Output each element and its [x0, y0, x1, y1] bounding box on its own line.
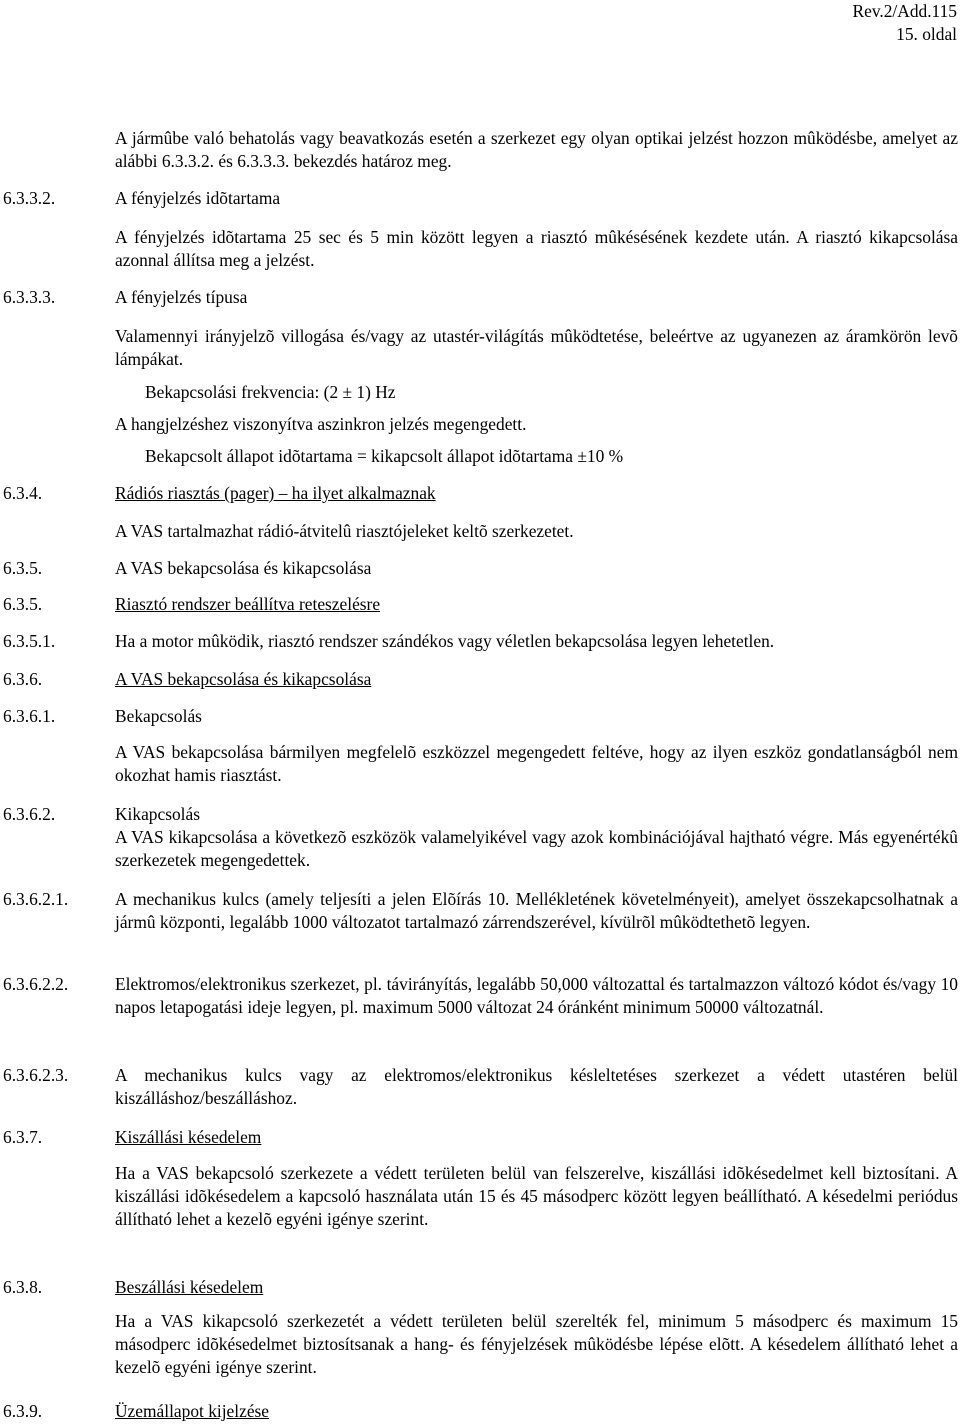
section-number: 6.3.6.2.1.	[3, 889, 69, 909]
section-body: A fényjelzés idõtartama 25 sec és 5 min között legyen a riasztó mûkésésének kezdete után. A riasztó kikapcsolása azonnal állítsa meg a jelzést.	[115, 227, 958, 270]
section-number: 6.3.3.2.	[3, 188, 56, 208]
section-title: Riasztó rendszer beállítva reteszelésre	[115, 594, 381, 614]
section-body: Valamennyi irányjelzõ villogása és/vagy az utastér-világítás mûködtetése, beleértve az ugyanezen az áramkörön levõ lámpákat.	[115, 326, 958, 369]
intro-paragraph: A jármûbe való behatolás vagy beavatkozás esetén a szerkezet egy olyan optikai jelzést hozzon mûködésbe, amelyet az alábbi 6.3.3.2. és 6.3.3.3. bekezdés határoz meg.	[115, 128, 958, 171]
section-title: Beszállási késedelem	[115, 1277, 264, 1297]
section-title: Bekapcsolás	[115, 706, 202, 726]
section-number: 6.3.5.1.	[3, 631, 56, 651]
section-title: A VAS bekapcsolása és kikapcsolása	[115, 669, 372, 689]
revision-label: Rev.2/Add.115	[852, 1, 957, 21]
section-title: Rádiós riasztás (pager) – ha ilyet alkalmaznak	[115, 483, 436, 503]
section-title: A fényjelzés típusa	[115, 287, 248, 307]
section-number: 6.3.6.2.3.	[3, 1065, 69, 1085]
async-line: A hangjelzéshez viszonyítva aszinkron jelzés megengedett.	[115, 414, 527, 434]
page-number: 15. oldal	[896, 24, 957, 44]
section-body: A mechanikus kulcs vagy az elektromos/elektronikus késleltetéses szerkezet a védett utastéren belül kiszálláshoz/beszálláshoz.	[115, 1065, 958, 1108]
section-number: 6.3.5.	[3, 558, 43, 578]
section-body: A VAS bekapcsolása bármilyen megfelelõ eszközzel megengedett feltéve, hogy az ilyen eszköz gondatlanságból nem okozhat hamis riasztást.	[115, 742, 958, 785]
section-number: 6.3.7.	[3, 1127, 43, 1147]
section-body: Ha a VAS kikapcsoló szerkezetét a védett területen belül szerelték fel, minimum 5 másodperc és maximum 15 másodperc idõkésedelmet biztosítsanak a hang- és fényjelzések mûködésbe lépése elõtt. A késedelem állítható lehet a kezelõ egyéni igénye szerint.	[115, 1311, 958, 1377]
section-title: Kiszállási késedelem	[115, 1127, 262, 1147]
section-number: 6.3.6.2.2.	[3, 974, 69, 994]
section-title: A fényjelzés idõtartama	[115, 188, 281, 208]
section-number: 6.3.5.	[3, 594, 43, 614]
section-body: A mechanikus kulcs (amely teljesíti a jelen Elõírás 10. Mellékletének követelményeit), amelyet összekapcsolhatnak a jármû központi, legalább 1000 változatot tartalmazó zárrendszerével, kívülrõl mûködtethetõ legyen.	[115, 889, 958, 932]
frequency-line: Bekapcsolási frekvencia: (2 ± 1) Hz	[145, 382, 396, 402]
section-number: 6.3.3.3.	[3, 287, 56, 307]
section-number: 6.3.9.	[3, 1401, 43, 1421]
section-body: A VAS tartalmazhat rádió-átvitelû riasztójeleket keltõ szerkezetet.	[115, 521, 574, 541]
page-header	[853, 0, 958, 46]
section-body: Ha a VAS bekapcsoló szerkezete a védett területen belül van felszerelve, kiszállási idõkésedelmet kell biztosítani. A kiszállási idõkésedelem a kapcsoló használata után 15 és 45 másodperc között legyen beállítható. A késedelmi periódus állítható lehet a kezelõ egyéni igénye szerint.	[115, 1163, 958, 1229]
section-body: Ha a motor mûködik, riasztó rendszer szándékos vagy véletlen bekapcsolása legyen lehetetlen.	[115, 631, 775, 651]
section-body: A VAS kikapcsolása a következõ eszközök valamelyikével vagy azok kombinációjával hajtható végre. Más egyenértékû szerkezetek megengedettek.	[115, 827, 958, 870]
section-number: 6.3.6.	[3, 669, 43, 689]
section-number: 6.3.6.2.	[3, 804, 56, 824]
section-number: 6.3.6.1.	[3, 706, 56, 726]
section-number: 6.3.4.	[3, 483, 43, 503]
section-title: Üzemállapot kijelzése	[115, 1401, 270, 1421]
section-title: Kikapcsolás	[115, 804, 201, 824]
section-title: A VAS bekapcsolása és kikapcsolása	[115, 558, 372, 578]
section-number: 6.3.8.	[3, 1277, 43, 1297]
duty-cycle-line: Bekapcsolt állapot idõtartama = kikapcsolt állapot idõtartama ±10 %	[145, 446, 624, 466]
section-body: Elektromos/elektronikus szerkezet, pl. távirányítás, legalább 50,000 változattal és tartalmazzon változó kódot és/vagy 10 napos letapogatási ideje legyen, pl. maximum 5000 változat 24 óránként minimum 50000 változatnál.	[115, 974, 958, 1017]
